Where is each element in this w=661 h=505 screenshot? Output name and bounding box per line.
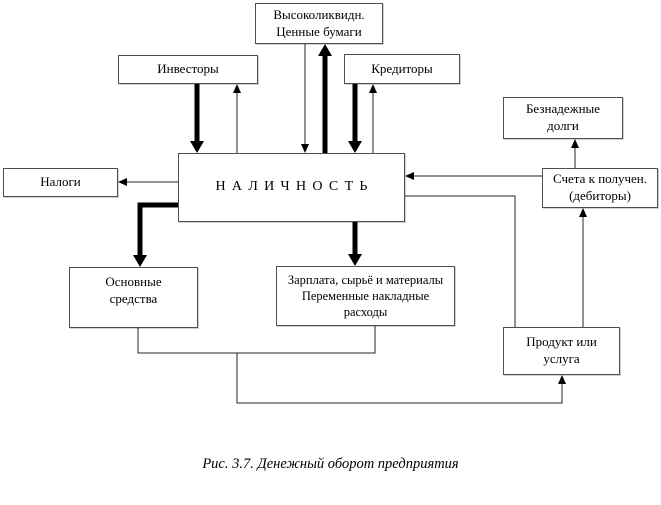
- node-bad-debts-label-line1: Безнадежные: [525, 101, 601, 117]
- arrow-cash-to-securities: [318, 44, 332, 153]
- arrow-cash-to-taxes: [118, 178, 178, 186]
- node-expenses-label-line1: Зарплата, сырьё и материалы: [287, 272, 444, 287]
- node-investors: [118, 55, 258, 84]
- arrow-cash-to-creditors: [369, 84, 377, 153]
- arrow-securities-to-cash: [301, 44, 309, 153]
- line-fixed-assets-expenses-join: [138, 326, 375, 353]
- arrow-product-to-receivables: [579, 208, 587, 327]
- node-cash-label: НАЛИЧНОСТЬ: [215, 179, 374, 195]
- arrow-cash-to-expenses: [348, 222, 362, 266]
- node-bad-debts-label-line2: долги: [547, 118, 579, 133]
- node-fixed-assets-label-line2: средства: [109, 290, 158, 306]
- node-product: [503, 327, 620, 375]
- node-fixed-assets-label-line1: Основные: [105, 274, 162, 289]
- node-expenses-label-line2: Переменные накладные: [301, 288, 430, 303]
- node-cash: [178, 153, 405, 222]
- node-creditors: [344, 54, 460, 84]
- node-creditors-label: Кредиторы: [371, 60, 433, 76]
- node-product-label-line2: услуга: [543, 351, 580, 366]
- figure-caption: Рис. 3.7. Денежный оборот предприятия: [202, 456, 459, 472]
- node-fixed-assets: [69, 267, 198, 328]
- node-product-label-line1: Продукт или: [526, 334, 597, 350]
- node-securities: [255, 3, 383, 44]
- arrow-receivables-to-cash: [405, 172, 542, 180]
- arrow-investors-to-cash: [190, 84, 204, 153]
- arrow-receivables-to-bad-debts: [571, 139, 579, 168]
- node-securities-label-line2: Ценные бумаги: [276, 23, 362, 39]
- node-taxes-label: Налоги: [40, 174, 81, 190]
- node-expenses: [276, 266, 455, 326]
- arrow-creditors-to-cash: [348, 84, 362, 153]
- arrow-cash-to-investors: [233, 84, 241, 153]
- node-investors-label: Инвесторы: [157, 61, 219, 77]
- arrow-cash-to-fixed-assets: [133, 205, 178, 267]
- node-securities-label-line1: Высоколиквидн.: [273, 6, 365, 22]
- node-receivables-label-line1: Счета к получен.: [552, 171, 648, 187]
- node-bad-debts: [503, 97, 623, 139]
- node-taxes: [3, 168, 118, 197]
- node-expenses-label-line3: расходы: [343, 305, 388, 320]
- node-receivables-label-line2: (дебиторы): [569, 188, 631, 203]
- node-receivables: [542, 168, 658, 208]
